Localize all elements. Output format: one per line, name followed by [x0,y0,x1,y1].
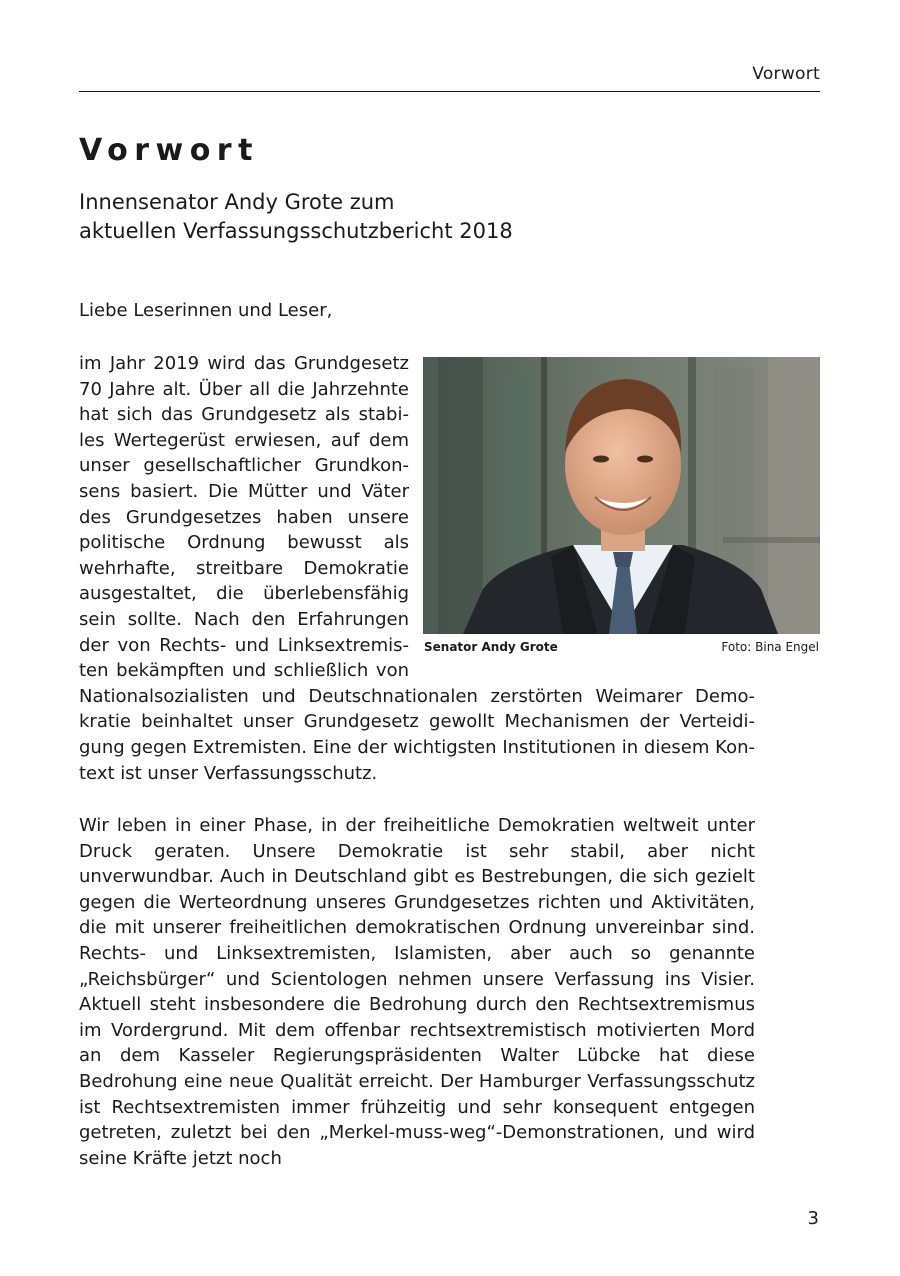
subtitle-line-2: aktuellen Verfassungsschutzbericht 2018 [79,219,513,243]
body-paragraph-1: im Jahr 2019 wird das Grundgesetz 70 Jahre alt. Über all die Jahrzehnte hat sich das Grundgesetz als stabiles Wertegerüst erwiesen, auf dem unser gesellschaftlicher Grundkonsens basiert. Die Mütter und Väter des Grundgesetzes haben unsere politische Ordnung bewusst als wehrhafte, streitbare Demokratie ausgestaltet, die überlebensfähig sein sollte. Nach den Erfahrungen der von Rechts- und Linksextremisten bekämpften und schließlich von Nationalsozialisten und Deutschnationalen zerstörten Weimarer Demokratie beinhaltet unser Grundgesetz gewollt Mechanismen der Verteidigung gegen Extremisten. Eine der wichtigsten Institutionen in diesem Kontext ist unser Verfassungsschutz. [79,353,755,784]
running-header [79,62,820,92]
caption-name: Senator Andy Grote [424,640,558,654]
photo-caption [423,639,820,657]
portrait-figure [423,357,820,662]
page-title: Vorwort [79,133,259,168]
body-paragraph-2-block [79,813,755,1171]
photo-credit: Foto: Bina Engel [721,640,819,654]
running-header-title: Vorwort [752,64,820,84]
body-paragraph-1-block [79,351,819,786]
subtitle-line-1: Innensenator Andy Grote zum [79,190,395,214]
page-number: 3 [807,1208,819,1229]
page-subtitle [79,188,639,246]
body-paragraph-2: Wir leben in einer Phase, in der freiheitliche Demokratien weltweit unter Druck geraten. Unsere Demokratie ist sehr stabil, aber nicht unverwundbar. Auch in Deutschland gibt es Bestrebungen, die sich gezielt gegen die Werteordnung unseres Grundgesetzes richten und Aktivitäten, die mit unserer freiheitlichen demokratischen Ordnung unvereinbar sind. Rechts- und Linksextremisten, Islamisten, aber auch so genannte „Reichsbürger“ und Scientologen nehmen unsere Verfassung ins Visier. Aktuell steht insbesondere die Bedrohung durch den Rechtsextremismus im Vordergrund. Mit dem offenbar rechtsextremistisch motivierten Mord an dem Kasseler Regierungspräsidenten Walter Lübcke hat diese Bedrohung eine neue Qualität erreicht. Der Hamburger Verfassungsschutz ist Rechtsextremisten immer frühzeitig und sehr konsequent entgegen getreten, zuletzt bei den „Merkel-muss-weg“-Demonstrationen, und wird seine Kräfte jetzt noch [79,815,755,1169]
portrait-photo [423,357,820,634]
salutation: Liebe Leserinnen und Leser, [79,300,333,321]
portrait-illustration [423,357,820,634]
